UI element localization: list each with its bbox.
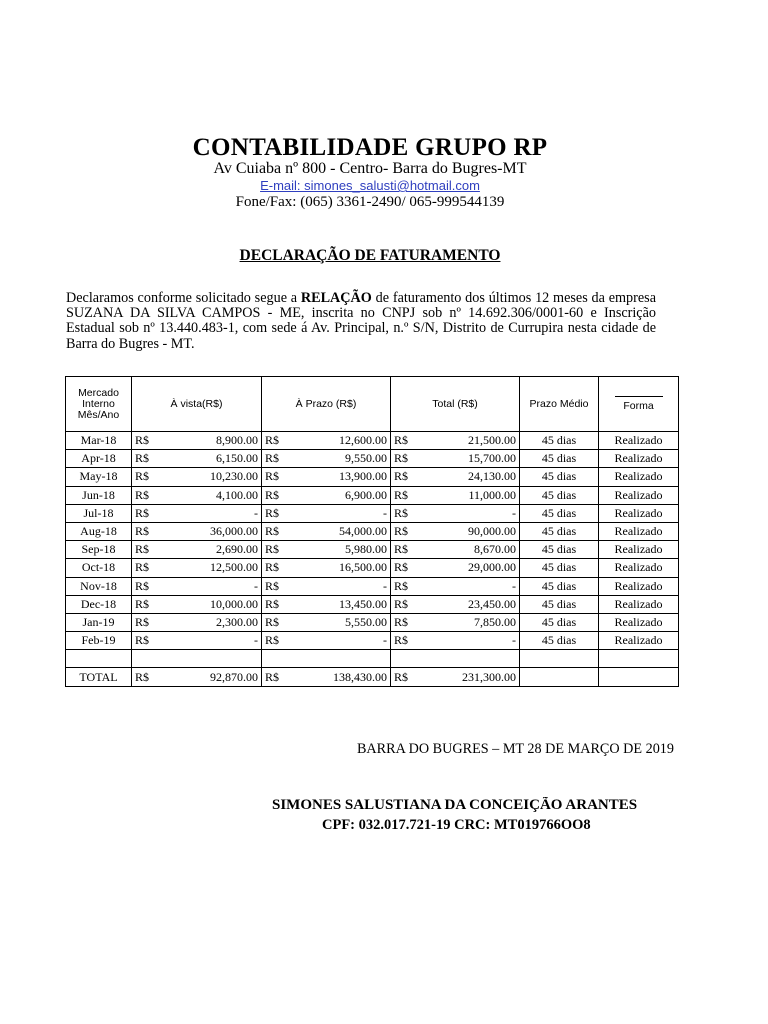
header-form-label: Forma (623, 400, 654, 412)
month-cell: Dec-18 (66, 595, 132, 613)
currency-symbol: R$ (391, 541, 427, 559)
cash-amount: 12,500.00 (168, 559, 262, 577)
currency-symbol: R$ (262, 486, 298, 504)
total-amount: 23,450.00 (427, 595, 520, 613)
currency-symbol: R$ (262, 450, 298, 468)
form-cell: Realizado (599, 522, 679, 540)
blank-cell (427, 650, 520, 668)
currency-symbol: R$ (132, 595, 168, 613)
company-name: CONTABILIDADE GRUPO RP (192, 134, 548, 161)
cash-amount: 10,230.00 (168, 468, 262, 486)
table-row (66, 541, 679, 559)
table-body (66, 432, 679, 650)
table-row (66, 577, 679, 595)
blank-cell (520, 650, 599, 668)
term-amount: 54,000.00 (298, 522, 391, 540)
cash-amount: 6,150.00 (168, 450, 262, 468)
currency-symbol: R$ (132, 668, 168, 686)
avg-term-cell: 45 dias (520, 468, 599, 486)
currency-symbol: R$ (262, 541, 298, 559)
term-amount: - (298, 504, 391, 522)
currency-symbol: R$ (391, 432, 427, 450)
total-amount: 29,000.00 (427, 559, 520, 577)
table-row (66, 450, 679, 468)
form-cell: Realizado (599, 632, 679, 650)
header-term: À Prazo (R$) (262, 377, 391, 432)
month-cell: Apr-18 (66, 450, 132, 468)
cash-amount: - (168, 632, 262, 650)
blank-cell (66, 650, 132, 668)
month-cell: Jun-18 (66, 486, 132, 504)
currency-symbol: R$ (262, 559, 298, 577)
avg-term-cell: 45 dias (520, 504, 599, 522)
term-amount: 13,450.00 (298, 595, 391, 613)
currency-symbol: R$ (262, 613, 298, 631)
term-amount: 16,500.00 (298, 559, 391, 577)
table-row (66, 468, 679, 486)
declaration-paragraph (66, 291, 656, 352)
form-cell: Realizado (599, 486, 679, 504)
table-row (66, 595, 679, 613)
total-amount: 15,700.00 (427, 450, 520, 468)
document-title: DECLARAÇÃO DE FATURAMENTO (239, 247, 501, 264)
month-cell: Nov-18 (66, 577, 132, 595)
avg-term-cell: 45 dias (520, 613, 599, 631)
total-row (66, 668, 679, 686)
month-cell: Mar-18 (66, 432, 132, 450)
total-amount: - (427, 632, 520, 650)
header-avg-term: Prazo Médio (520, 377, 599, 432)
currency-symbol: R$ (262, 468, 298, 486)
currency-symbol: R$ (132, 450, 168, 468)
currency-symbol: R$ (391, 504, 427, 522)
currency-symbol: R$ (391, 632, 427, 650)
month-cell: Jan-19 (66, 613, 132, 631)
total-term: 138,430.00 (298, 668, 391, 686)
month-cell: Sep-18 (66, 541, 132, 559)
company-email[interactable]: E-mail: simones_salusti@hotmail.com (260, 178, 480, 193)
month-cell: Aug-18 (66, 522, 132, 540)
avg-term-cell: 45 dias (520, 595, 599, 613)
place-and-date: BARRA DO BUGRES – MT 28 DE MARÇO DE 2019 (356, 741, 674, 757)
intro-text-after: de faturamento dos últimos 12 meses da empresa SUZANA DA SILVA CAMPOS - ME, inscrita no CNPJ sob nº 14.692.306/0001-60 e Inscrição Estadual sob nº 13.440.483-1, com sede á Av. Principal, n.º S/N, Distrito de Currupira nesta cidade de Barra do Bugres - MT. (66, 290, 656, 352)
table-row (66, 504, 679, 522)
term-amount: 5,980.00 (298, 541, 391, 559)
currency-symbol: R$ (391, 559, 427, 577)
total-amount: 11,000.00 (427, 486, 520, 504)
currency-symbol: R$ (391, 613, 427, 631)
blank-cell (132, 650, 168, 668)
table-header-row (66, 377, 679, 432)
currency-symbol: R$ (391, 450, 427, 468)
currency-symbol: R$ (391, 668, 427, 686)
avg-term-cell: 45 dias (520, 577, 599, 595)
header-form (599, 377, 679, 432)
form-cell: Realizado (599, 613, 679, 631)
avg-term-cell: 45 dias (520, 522, 599, 540)
table-row (66, 486, 679, 504)
header-month-line2: Interno (82, 397, 115, 410)
currency-symbol: R$ (391, 577, 427, 595)
form-cell: Realizado (599, 432, 679, 450)
intro-text-bold: RELAÇÃO (300, 290, 372, 306)
currency-symbol: R$ (391, 468, 427, 486)
table-row (66, 432, 679, 450)
currency-symbol: R$ (132, 468, 168, 486)
header-total: Total (R$) (391, 377, 520, 432)
term-amount: 6,900.00 (298, 486, 391, 504)
blank-cell (391, 650, 427, 668)
term-amount: - (298, 632, 391, 650)
total-total: 231,300.00 (427, 668, 520, 686)
total-amount: 24,130.00 (427, 468, 520, 486)
currency-symbol: R$ (132, 541, 168, 559)
currency-symbol: R$ (132, 632, 168, 650)
billing-table (65, 376, 679, 687)
header-month (66, 377, 132, 432)
term-amount: 12,600.00 (298, 432, 391, 450)
cash-amount: - (168, 504, 262, 522)
form-cell: Realizado (599, 559, 679, 577)
table-row (66, 613, 679, 631)
company-phone: Fone/Fax: (065) 3361-2490/ 065-999544139 (235, 194, 505, 210)
currency-symbol: R$ (262, 668, 298, 686)
blank-cell (262, 650, 298, 668)
currency-symbol: R$ (132, 486, 168, 504)
currency-symbol: R$ (132, 559, 168, 577)
currency-symbol: R$ (391, 522, 427, 540)
currency-symbol: R$ (391, 595, 427, 613)
blank-cell (298, 650, 391, 668)
term-amount: 13,900.00 (298, 468, 391, 486)
total-amount: 8,670.00 (427, 541, 520, 559)
currency-symbol: R$ (262, 432, 298, 450)
month-cell: May-18 (66, 468, 132, 486)
cash-amount: 36,000.00 (168, 522, 262, 540)
currency-symbol: R$ (391, 486, 427, 504)
month-cell: Feb-19 (66, 632, 132, 650)
total-avg-empty (520, 668, 599, 686)
total-form-empty (599, 668, 679, 686)
cash-amount: 2,690.00 (168, 541, 262, 559)
currency-symbol: R$ (262, 504, 298, 522)
month-cell: Jul-18 (66, 504, 132, 522)
cash-amount: 8,900.00 (168, 432, 262, 450)
total-amount: 90,000.00 (427, 522, 520, 540)
blank-row (66, 650, 679, 668)
form-cell: Realizado (599, 577, 679, 595)
intro-text-before: Declaramos conforme solicitado segue a (66, 290, 301, 306)
blank-cell (599, 650, 679, 668)
avg-term-cell: 45 dias (520, 541, 599, 559)
signer-ids: CPF: 032.017.721-19 CRC: MT019766OO8 (322, 817, 591, 833)
total-amount: 21,500.00 (427, 432, 520, 450)
avg-term-cell: 45 dias (520, 486, 599, 504)
table-row (66, 632, 679, 650)
term-amount: - (298, 577, 391, 595)
cash-amount: - (168, 577, 262, 595)
term-amount: 9,550.00 (298, 450, 391, 468)
header-month-line3: Mês/Ano (77, 408, 120, 421)
avg-term-cell: 45 dias (520, 559, 599, 577)
total-amount: - (427, 504, 520, 522)
currency-symbol: R$ (262, 522, 298, 540)
form-cell: Realizado (599, 504, 679, 522)
avg-term-cell: 45 dias (520, 450, 599, 468)
table-footer (66, 650, 679, 686)
form-cell: Realizado (599, 541, 679, 559)
currency-symbol: R$ (132, 432, 168, 450)
cash-amount: 4,100.00 (168, 486, 262, 504)
form-cell: Realizado (599, 450, 679, 468)
total-label: TOTAL (66, 668, 132, 686)
cash-amount: 2,300.00 (168, 613, 262, 631)
total-amount: - (427, 577, 520, 595)
table-row (66, 522, 679, 540)
company-address: Av Cuiaba nº 800 - Centro- Barra do Bugres-MT (213, 160, 527, 177)
cash-amount: 10,000.00 (168, 595, 262, 613)
currency-symbol: R$ (262, 632, 298, 650)
avg-term-cell: 45 dias (520, 432, 599, 450)
total-amount: 7,850.00 (427, 613, 520, 631)
header-cash: À vista(R$) (132, 377, 262, 432)
term-amount: 5,550.00 (298, 613, 391, 631)
currency-symbol: R$ (132, 522, 168, 540)
signer-name: SIMONES SALUSTIANA DA CONCEIÇÃO ARANTES (272, 797, 638, 813)
avg-term-cell: 45 dias (520, 632, 599, 650)
currency-symbol: R$ (262, 577, 298, 595)
table-row (66, 559, 679, 577)
header-month-line1: Mercado (78, 386, 119, 399)
month-cell: Oct-18 (66, 559, 132, 577)
form-cell: Realizado (599, 468, 679, 486)
currency-symbol: R$ (132, 613, 168, 631)
total-cash: 92,870.00 (168, 668, 262, 686)
currency-symbol: R$ (262, 595, 298, 613)
currency-symbol: R$ (132, 577, 168, 595)
currency-symbol: R$ (132, 504, 168, 522)
form-cell: Realizado (599, 595, 679, 613)
blank-cell (168, 650, 262, 668)
